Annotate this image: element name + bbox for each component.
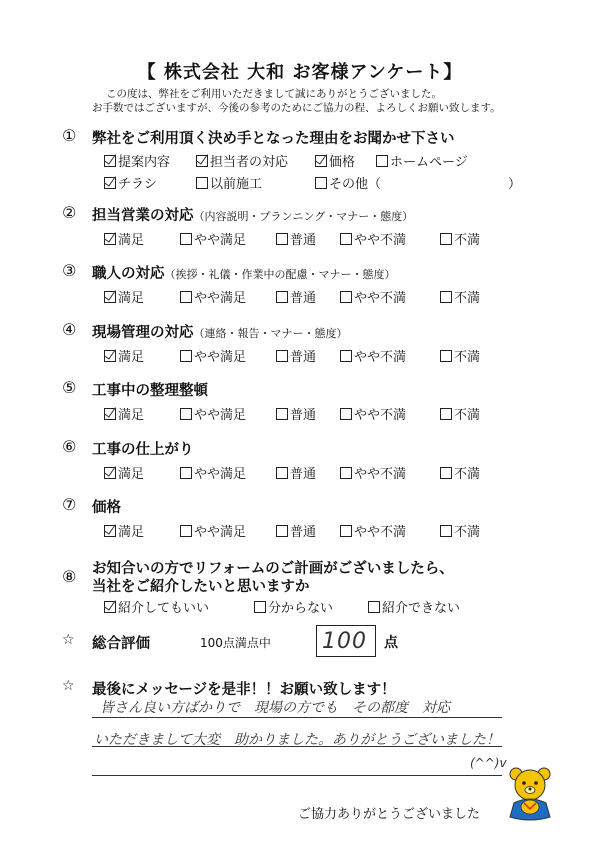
q2-option-1[interactable] (104, 229, 144, 248)
option-label: 普通 (290, 467, 317, 482)
q4-option-1[interactable] (104, 346, 144, 365)
message-label: 最後にメッセージを是非！！お願い致します！ (92, 682, 396, 698)
q8-option-2[interactable] (254, 597, 333, 616)
overall-star-icon: ☆ (62, 632, 75, 648)
smiley-doodle: (^^)v (470, 756, 507, 770)
option-label: やや不満 (354, 525, 407, 540)
option-label: 普通 (290, 291, 317, 306)
q1-option-5[interactable] (104, 173, 157, 192)
q4-option-5[interactable] (440, 346, 480, 365)
checkbox-icon[interactable] (440, 233, 452, 245)
q6-option-1[interactable] (104, 463, 144, 482)
q2-option-2[interactable] (180, 229, 246, 248)
checkbox-icon[interactable] (340, 233, 352, 245)
message-star-icon: ☆ (62, 678, 75, 694)
option-label: やや不満 (354, 467, 407, 482)
q2-option-5[interactable] (440, 229, 480, 248)
checkbox-icon[interactable] (180, 233, 192, 245)
option-label: チラシ (118, 177, 158, 192)
q8-number: ⑧ (62, 567, 77, 586)
option-label: やや満足 (194, 467, 247, 482)
message-line-2: いただきまして大変 助かりました。ありがとうございました！ (94, 732, 500, 748)
checkbox-icon[interactable] (440, 408, 452, 420)
q7-option-5[interactable] (440, 521, 480, 540)
score-unit: 点 (384, 635, 398, 651)
question-title: 職人の対応 (92, 266, 165, 282)
option-label: 以前施工 (210, 177, 263, 192)
option-label: ホームページ (390, 155, 468, 170)
checkbox-icon[interactable] (276, 408, 288, 420)
q7-text (92, 496, 121, 517)
q3-option-3[interactable] (276, 287, 316, 306)
overall-scale: 100点満点中 (200, 636, 271, 650)
question-subtitle: （挨拶・礼儀・作業中の配慮・マナー・態度） (164, 268, 396, 281)
option-label: 普通 (290, 233, 317, 248)
q7-option-3[interactable] (276, 521, 316, 540)
message-rule-3 (92, 775, 502, 776)
overall-label: 総合評価 (92, 636, 150, 652)
q5-option-5[interactable] (440, 404, 480, 423)
bear-mascot-icon (504, 765, 556, 823)
checkbox-icon[interactable] (340, 525, 352, 537)
q8-option-3[interactable] (368, 597, 460, 616)
q6-option-2[interactable] (180, 463, 246, 482)
checkbox-icon[interactable] (340, 350, 352, 362)
checkbox-icon[interactable] (180, 408, 192, 420)
option-label: やや満足 (194, 291, 247, 306)
checked-checkbox-icon[interactable] (104, 467, 116, 479)
option-label: やや満足 (194, 408, 247, 423)
option-label: 不満 (454, 291, 481, 306)
q1-number: ① (62, 126, 77, 145)
checked-checkbox-icon[interactable] (104, 177, 116, 189)
option-label: 紹介できない (382, 601, 461, 616)
q6-text (92, 438, 194, 459)
q1-option-6[interactable] (196, 173, 262, 192)
option-label: 担当者の対応 (210, 155, 289, 170)
q3-option-5[interactable] (440, 287, 480, 306)
checkbox-icon[interactable] (180, 467, 192, 479)
option-label: その他（ (329, 177, 382, 192)
checked-checkbox-icon[interactable] (196, 155, 208, 167)
q3-option-2[interactable] (180, 287, 246, 306)
checkbox-icon[interactable] (368, 601, 380, 613)
option-label: 分からない (268, 601, 334, 616)
option-label: 普通 (290, 350, 317, 365)
checkbox-icon[interactable] (340, 467, 352, 479)
question-title: 工事の仕上がり (92, 442, 194, 458)
question-title: 価格 (92, 500, 121, 516)
option-label: 不満 (454, 467, 481, 482)
checkbox-icon[interactable] (315, 177, 327, 189)
checkbox-icon[interactable] (276, 525, 288, 537)
checked-checkbox-icon[interactable] (315, 155, 327, 167)
checkbox-icon[interactable] (440, 525, 452, 537)
question-subtitle: （内容説明・プランニング・マナー・態度） (193, 210, 414, 223)
checkbox-icon[interactable] (340, 408, 352, 420)
q1-option-1[interactable] (104, 151, 170, 170)
question-subtitle: （連絡・報告・マナー・態度） (193, 327, 348, 340)
option-label: 満足 (118, 291, 145, 306)
checkbox-icon[interactable] (440, 467, 452, 479)
q7-option-4[interactable] (340, 521, 406, 540)
checkbox-icon[interactable] (180, 525, 192, 537)
option-label: やや満足 (194, 525, 247, 540)
intro-line-2: お手数ではございますが、今後の参考のためにご協力の程、よろしくお願い致します。 (92, 102, 501, 114)
checked-checkbox-icon[interactable] (104, 525, 116, 537)
checkbox-icon[interactable] (276, 233, 288, 245)
q7-option-2[interactable] (180, 521, 246, 540)
q4-text (92, 321, 348, 342)
option-label: 満足 (118, 467, 145, 482)
score-value: 100 (322, 629, 367, 654)
checkbox-icon[interactable] (376, 155, 388, 167)
option-label: 満足 (118, 408, 145, 423)
q2-option-3[interactable] (276, 229, 316, 248)
q6-option-3[interactable] (276, 463, 316, 482)
q8-option-1[interactable] (104, 597, 209, 616)
checkbox-icon[interactable] (340, 291, 352, 303)
checkbox-icon[interactable] (276, 291, 288, 303)
option-label: 紹介してもいい (118, 601, 210, 616)
checkbox-icon[interactable] (196, 177, 208, 189)
q1-option-3[interactable] (315, 151, 355, 170)
checkbox-icon[interactable] (276, 467, 288, 479)
q8-text-line-1: お知合いの方でリフォームのご計画がございましたら、 (92, 561, 454, 577)
message-line-1: 皆さん良い方ばかりで 現場の方でも その都度 対応 (100, 700, 450, 716)
option-label: 不満 (454, 233, 481, 248)
q3-option-1[interactable] (104, 287, 144, 306)
checked-checkbox-icon[interactable] (104, 601, 116, 613)
checkbox-icon[interactable] (254, 601, 266, 613)
option-label: 不満 (454, 525, 481, 540)
q6-number: ⑥ (62, 437, 77, 456)
option-label: やや不満 (354, 233, 407, 248)
q5-option-3[interactable] (276, 404, 316, 423)
q4-number: ④ (62, 320, 77, 339)
option-label: やや満足 (194, 233, 247, 248)
q7-number: ⑦ (62, 495, 77, 514)
option-label: やや不満 (354, 350, 407, 365)
survey-title: 【 株式会社 大和 お客様アンケート】 (137, 62, 463, 83)
q4-option-4[interactable] (340, 346, 406, 365)
q3-number: ③ (62, 261, 77, 280)
footer-thanks: ご協力ありがとうございました (298, 807, 481, 822)
q3-option-4[interactable] (340, 287, 406, 306)
q5-text (92, 379, 208, 400)
q3-text (92, 262, 396, 283)
option-label: 満足 (118, 350, 145, 365)
checkbox-icon[interactable] (180, 350, 192, 362)
question-title: 現場管理の対応 (92, 325, 194, 341)
intro-line-1: この度は、弊社をご利用いただきまして誠にありがとうございました。 (106, 88, 442, 100)
q1-option-4[interactable] (376, 151, 468, 170)
option-label: やや不満 (354, 291, 407, 306)
q4-option-3[interactable] (276, 346, 316, 365)
q7-option-1[interactable] (104, 521, 144, 540)
q6-option-4[interactable] (340, 463, 406, 482)
checked-checkbox-icon[interactable] (104, 291, 116, 303)
q2-number: ② (62, 203, 77, 222)
q5-option-4[interactable] (340, 404, 406, 423)
option-label: 提案内容 (118, 155, 171, 170)
option-label: 満足 (118, 525, 145, 540)
q1-option-7[interactable] (315, 173, 381, 192)
message-rule-2 (92, 746, 502, 747)
q2-option-4[interactable] (340, 229, 406, 248)
option-label: やや不満 (354, 408, 407, 423)
checkbox-icon[interactable] (440, 291, 452, 303)
option-label: 普通 (290, 525, 317, 540)
q8-text-line-2: 当社をご紹介したいと思いますか (92, 579, 310, 595)
q5-number: ⑤ (62, 378, 77, 397)
checkbox-icon[interactable] (180, 291, 192, 303)
checked-checkbox-icon[interactable] (104, 155, 116, 167)
checked-checkbox-icon[interactable] (104, 233, 116, 245)
checked-checkbox-icon[interactable] (104, 350, 116, 362)
q2-text (92, 204, 413, 225)
q5-option-2[interactable] (180, 404, 246, 423)
q1-option-2[interactable] (196, 151, 288, 170)
question-title: 工事中の整理整頓 (92, 383, 208, 399)
q1-text: 弊社をご利用頂く決め手となった理由をお聞かせ下さい (92, 131, 455, 147)
option-label: 不満 (454, 350, 481, 365)
q5-option-1[interactable] (104, 404, 144, 423)
option-label: 不満 (454, 408, 481, 423)
checkbox-icon[interactable] (440, 350, 452, 362)
q1-close-paren: ） (508, 177, 522, 192)
message-rule-1 (92, 717, 502, 718)
option-label: 普通 (290, 408, 317, 423)
q6-option-5[interactable] (440, 463, 480, 482)
option-label: 価格 (329, 155, 356, 170)
q4-option-2[interactable] (180, 346, 246, 365)
checked-checkbox-icon[interactable] (104, 408, 116, 420)
option-label: やや満足 (194, 350, 247, 365)
option-label: 満足 (118, 233, 145, 248)
checkbox-icon[interactable] (276, 350, 288, 362)
question-title: 担当営業の対応 (92, 208, 194, 224)
